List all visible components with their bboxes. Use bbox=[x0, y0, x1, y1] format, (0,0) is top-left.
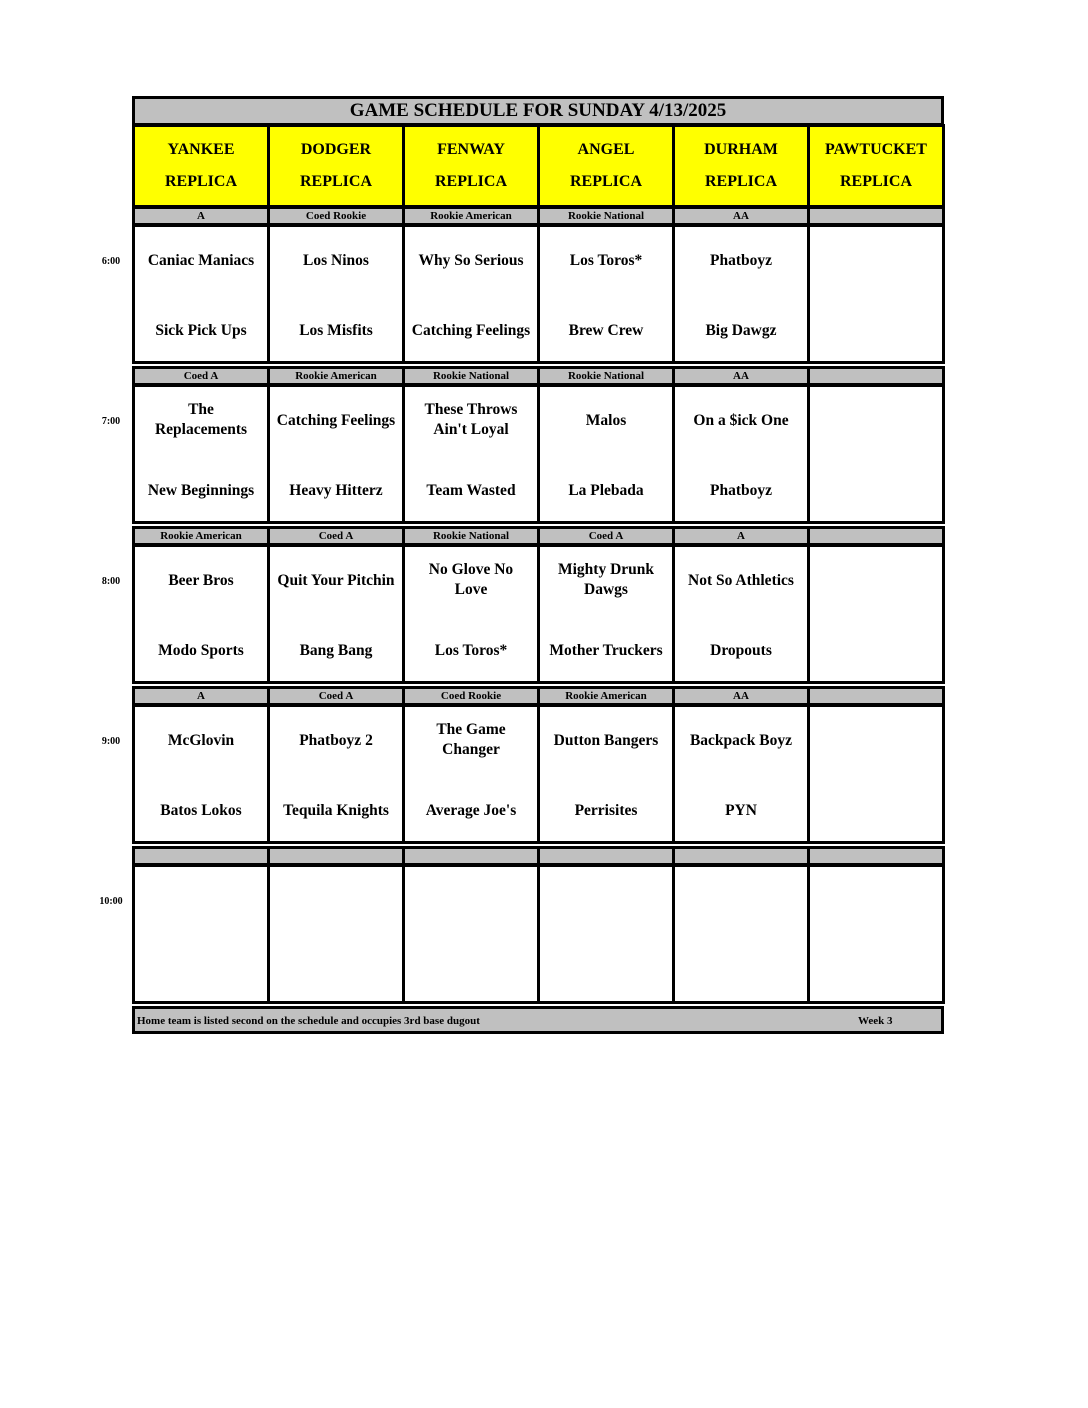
venue-header bbox=[537, 124, 675, 208]
division-label: AA bbox=[672, 206, 810, 226]
home-team: Los Toros* bbox=[434, 642, 508, 659]
division-label: Coed Rookie bbox=[402, 686, 540, 706]
division-label bbox=[807, 846, 945, 866]
home-team: Team Wasted bbox=[426, 482, 516, 499]
home-team: Tequila Knights bbox=[283, 802, 389, 819]
away-team: Mighty Drunk Dawgs bbox=[557, 561, 655, 598]
game-cell bbox=[402, 544, 540, 684]
game-cell bbox=[402, 224, 540, 364]
venue-subtitle: REPLICA bbox=[164, 173, 237, 190]
home-team: New Beginnings bbox=[147, 482, 255, 499]
division-label bbox=[807, 686, 945, 706]
home-team: Big Dawgz bbox=[705, 322, 777, 339]
home-team: Average Joe's bbox=[425, 802, 517, 819]
week-label: Week 3 bbox=[858, 1015, 893, 1027]
away-team: Backpack Boyz bbox=[689, 732, 793, 749]
game-cell bbox=[807, 704, 945, 844]
away-team: Dutton Bangers bbox=[553, 732, 659, 749]
away-team: Caniac Maniacs bbox=[147, 252, 255, 269]
game-cell bbox=[807, 224, 945, 364]
game-cell bbox=[132, 384, 270, 524]
division-label: Coed A bbox=[267, 526, 405, 546]
game-cell bbox=[267, 864, 405, 1004]
division-label: Coed Rookie bbox=[267, 206, 405, 226]
time-label: 9:00 bbox=[101, 736, 121, 747]
game-cell bbox=[267, 544, 405, 684]
venue-name: FENWAY bbox=[437, 141, 505, 158]
away-team: On a $ick One bbox=[693, 412, 789, 429]
away-team: Quit Your Pitchin bbox=[277, 572, 395, 589]
division-label: A bbox=[672, 526, 810, 546]
away-team: These Throws Ain't Loyal bbox=[424, 401, 518, 438]
game-cell bbox=[672, 384, 810, 524]
away-team: Why So Serious bbox=[418, 252, 524, 269]
away-team: Los Toros* bbox=[569, 252, 643, 269]
away-team: Beer Bros bbox=[168, 572, 234, 589]
game-cell bbox=[402, 864, 540, 1004]
division-label: Rookie American bbox=[132, 526, 270, 546]
game-cell bbox=[132, 704, 270, 844]
venue-subtitle: REPLICA bbox=[434, 173, 507, 190]
division-label bbox=[672, 846, 810, 866]
venue-header bbox=[672, 124, 810, 208]
division-label bbox=[537, 846, 675, 866]
away-team: Malos bbox=[585, 412, 627, 429]
division-label bbox=[267, 846, 405, 866]
away-team: Phatboyz bbox=[710, 252, 772, 269]
division-label bbox=[132, 846, 270, 866]
game-cell bbox=[537, 704, 675, 844]
division-label: Rookie American bbox=[267, 366, 405, 386]
game-cell bbox=[267, 384, 405, 524]
game-cell bbox=[672, 704, 810, 844]
game-cell bbox=[267, 224, 405, 364]
division-label: A bbox=[132, 206, 270, 226]
venue-header bbox=[267, 124, 405, 208]
game-cell bbox=[537, 544, 675, 684]
division-label bbox=[807, 526, 945, 546]
home-team: Catching Feelings bbox=[411, 322, 531, 339]
home-team: Brew Crew bbox=[568, 322, 644, 339]
schedule-footer bbox=[132, 1006, 944, 1034]
division-label: Coed A bbox=[267, 686, 405, 706]
division-label bbox=[807, 206, 945, 226]
game-cell bbox=[267, 704, 405, 844]
away-team: Not So Athletics bbox=[688, 572, 794, 589]
division-label: Rookie American bbox=[402, 206, 540, 226]
home-team: La Plebada bbox=[568, 482, 644, 499]
home-team: Perrisites bbox=[574, 802, 638, 819]
footer-note: Home team is listed second on the schedule and occupies 3rd base dugout bbox=[137, 1015, 480, 1027]
game-cell bbox=[807, 544, 945, 684]
venue-subtitle: REPLICA bbox=[299, 173, 372, 190]
away-team: Catching Feelings bbox=[276, 412, 396, 429]
home-team: PYN bbox=[725, 802, 757, 819]
away-team: The Game Changer bbox=[436, 721, 506, 758]
division-label: A bbox=[132, 686, 270, 706]
venue-name: DODGER bbox=[300, 141, 372, 158]
venue-header bbox=[402, 124, 540, 208]
game-cell bbox=[132, 224, 270, 364]
venue-subtitle: REPLICA bbox=[704, 173, 777, 190]
division-label: Coed A bbox=[537, 526, 675, 546]
division-label: Rookie National bbox=[537, 206, 675, 226]
venue-name: ANGEL bbox=[577, 141, 635, 158]
venue-name: YANKEE bbox=[167, 141, 235, 158]
game-cell bbox=[672, 864, 810, 1004]
away-team: McGlovin bbox=[167, 732, 235, 749]
game-cell bbox=[402, 704, 540, 844]
division-label: Rookie National bbox=[537, 366, 675, 386]
venue-name: PAWTUCKET bbox=[825, 141, 927, 158]
time-label: 8:00 bbox=[101, 576, 121, 587]
home-team: Sick Pick Ups bbox=[155, 322, 247, 339]
division-label: Coed A bbox=[132, 366, 270, 386]
game-cell bbox=[537, 224, 675, 364]
game-cell bbox=[132, 864, 270, 1004]
time-label: 7:00 bbox=[101, 416, 121, 427]
away-team: No Glove No Love bbox=[428, 561, 514, 598]
game-cell bbox=[537, 864, 675, 1004]
away-team: The Replacements bbox=[154, 401, 248, 438]
game-cell bbox=[807, 864, 945, 1004]
game-cell bbox=[672, 544, 810, 684]
division-label: Rookie National bbox=[402, 526, 540, 546]
home-team: Modo Sports bbox=[158, 642, 244, 659]
home-team: Batos Lokos bbox=[160, 802, 242, 819]
home-team: Los Misfits bbox=[299, 322, 373, 339]
venue-subtitle: REPLICA bbox=[569, 173, 642, 190]
game-cell bbox=[672, 224, 810, 364]
game-cell bbox=[132, 544, 270, 684]
division-label: Rookie National bbox=[402, 366, 540, 386]
home-team: Bang Bang bbox=[299, 642, 373, 659]
game-cell bbox=[807, 384, 945, 524]
away-team: Phatboyz 2 bbox=[299, 732, 373, 749]
division-label: Rookie American bbox=[537, 686, 675, 706]
venue-subtitle: REPLICA bbox=[839, 173, 912, 190]
away-team: Los Ninos bbox=[303, 252, 369, 269]
home-team: Phatboyz bbox=[710, 482, 772, 499]
division-label: AA bbox=[672, 366, 810, 386]
time-label: 10:00 bbox=[99, 896, 123, 907]
division-label bbox=[402, 846, 540, 866]
time-label: 6:00 bbox=[101, 256, 121, 267]
game-cell bbox=[537, 384, 675, 524]
venue-header bbox=[132, 124, 270, 208]
home-team: Mother Truckers bbox=[549, 642, 663, 659]
venue-name: DURHAM bbox=[704, 141, 778, 158]
game-cell bbox=[402, 384, 540, 524]
venue-header bbox=[807, 124, 945, 208]
division-label bbox=[807, 366, 945, 386]
home-team: Dropouts bbox=[710, 642, 772, 659]
home-team: Heavy Hitterz bbox=[289, 482, 383, 499]
schedule-title: GAME SCHEDULE FOR SUNDAY 4/13/2025 bbox=[132, 96, 944, 126]
division-label: AA bbox=[672, 686, 810, 706]
